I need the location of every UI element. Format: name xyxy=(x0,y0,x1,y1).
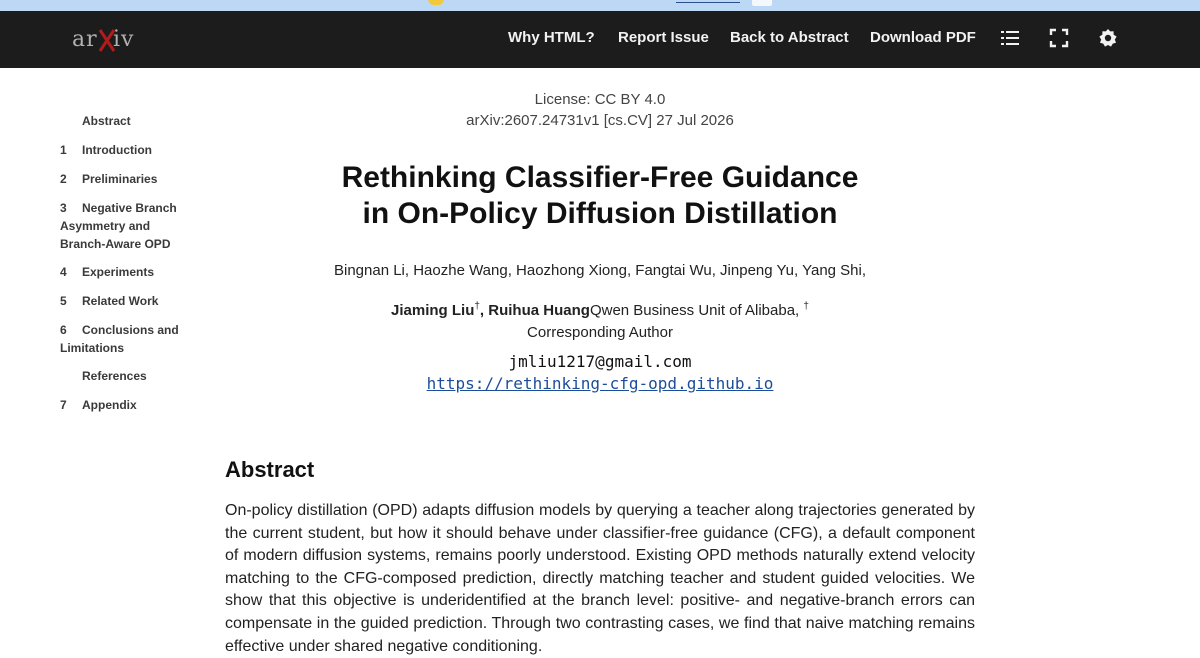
toc-item-appendix[interactable]: 7 Appendix xyxy=(60,398,137,412)
author-separator: , xyxy=(479,302,489,319)
title-line-2: in On-Policy Diffusion Distillation xyxy=(362,197,838,230)
arxiv-id: arXiv:2607.24731v1 [cs.CV] 27 Jul 2026 xyxy=(466,112,734,129)
dagger-mark: † xyxy=(474,301,480,312)
author-name: Ruihua Huang xyxy=(488,302,590,319)
svg-text:ar: ar xyxy=(72,27,98,52)
announcement-banner xyxy=(0,0,1200,11)
settings-gear-icon[interactable] xyxy=(1098,28,1118,48)
paper-title xyxy=(300,160,900,232)
abstract-body: On-policy distillation (OPD) adapts diffusion models by querying a teacher along trajectories generated by the current student, but how it should behave under classifier-free guidance (CFG), a default component of modern diffusion systems, remains poorly understood. Existing OPD methods naturally extend velocity matching to the CFG-composed prediction, directly matching teacher and student guided velocities. We show that this objective is underidentified at the branch level: positive- and negative-branch errors can compensate in the guided prediction. Through two contrasting cases, we find that naive matching remains effective under shared negative conditioning. xyxy=(225,502,975,655)
svg-text:iv: iv xyxy=(113,27,135,52)
arxiv-logo[interactable] xyxy=(72,24,142,54)
license-text: License: CC BY 4.0 xyxy=(534,91,666,108)
toc-item-conclusions[interactable]: 6 Conclusions and Limitations xyxy=(60,323,179,355)
download-pdf-link[interactable]: Download PDF xyxy=(870,29,976,46)
author-affiliation xyxy=(340,296,860,344)
dagger-mark: † xyxy=(803,301,809,312)
toc-item-preliminaries[interactable]: 2 Preliminaries xyxy=(60,172,158,186)
toc-item-experiments[interactable]: 4 Experiments xyxy=(60,265,155,279)
back-to-abstract-link[interactable]: Back to Abstract xyxy=(730,29,849,46)
abstract-heading: Abstract xyxy=(225,457,315,482)
banner-emoji-icon xyxy=(428,0,444,5)
affiliation: Qwen Business Unit of Alibaba, xyxy=(589,302,800,319)
author-list: Bingnan Li, Haozhe Wang, Haozhong Xiong, Fangtai Wu, Jinpeng Yu, Yang Shi, xyxy=(333,262,867,279)
toc-item-introduction[interactable]: 1 Introduction xyxy=(60,143,152,157)
report-issue-link[interactable]: Report Issue xyxy=(618,29,709,46)
corresponding-author-note: Corresponding Author xyxy=(527,324,673,341)
toc-item-abstract[interactable]: Abstract xyxy=(82,114,131,128)
author-name: Jiaming Liu xyxy=(391,302,475,319)
why-html-link[interactable]: Why HTML? xyxy=(508,29,595,46)
toc-list-icon[interactable] xyxy=(1000,28,1020,48)
banner-link[interactable] xyxy=(676,2,740,3)
banner-close-button[interactable] xyxy=(752,0,772,6)
top-navbar xyxy=(0,11,1200,68)
fullscreen-icon[interactable] xyxy=(1049,28,1069,48)
toc-item-related-work[interactable]: 5 Related Work xyxy=(60,294,159,308)
toc-item-references[interactable]: References xyxy=(82,369,147,383)
toc-item-negative-branch[interactable]: 3 Negative Branch Asymmetry and Branch-Aware OPD xyxy=(60,201,177,251)
title-line-1: Rethinking Classifier-Free Guidance xyxy=(341,161,859,194)
contact-email[interactable]: jmliu1217@gmail.com xyxy=(508,352,692,371)
project-url-link[interactable]: https://rethinking-cfg-opd.github.io xyxy=(426,374,774,393)
